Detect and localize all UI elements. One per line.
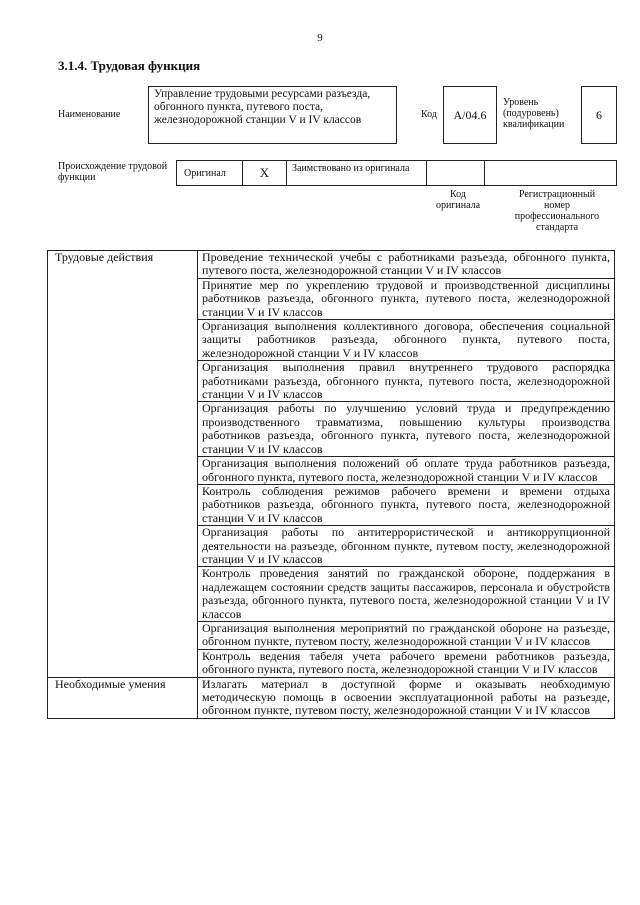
labor-actions-item: Организация выполнения правил внутреннего трудового распорядка работниками разъезда, обгонного пункта, путевого поста, железнодорожной станции V и IV классов [198, 361, 615, 402]
code-label: Код [421, 109, 437, 120]
name-label: Наименование [58, 109, 121, 120]
labor-actions-item: Организация выполнения положений об оплате труда работников разъезда, обгонного пункта, путевого поста, железнодорожной станции V и IV классов [198, 457, 615, 485]
labor-actions-item: Контроль проведения занятий по гражданской обороне, поддержания в надлежащем состоянии средств защиты пассажиров, персонала и обустройств разъезда, обгонного пункта, путевого поста, железнодорожной станции V и IV классов [198, 567, 615, 622]
labor-actions-item: Организация работы по улучшению условий труда и предупреждению производственного травматизма, повышению культуры производства работников разъезда, обгонного пункта, путевого поста, железнодорожной станции V и IV классов [198, 402, 615, 457]
labor-actions-item: Организация выполнения мероприятий по гражданской обороне на разъезде, обгонном пункте, путевом посту, железнодорожной станции V и IV классов [198, 621, 615, 649]
original-mark: X [243, 161, 287, 185]
code-caption: Код оригинала [435, 189, 481, 211]
skills-item: Излагать материал в доступной форме и оказывать необходимую методическую помощь в освоении эксплуатационной работы на разъезде, обгонном пункте, путевом посту, железнодорожной станции V и IV классов [198, 677, 615, 718]
labor-actions-label: Трудовые действия [48, 251, 198, 678]
labor-actions-row [48, 251, 615, 279]
borrowed-label: Заимствовано из оригинала [292, 163, 410, 174]
labor-actions-item: Контроль соблюдения режимов рабочего времени и времени отдыха работников разъезда, обгонного пункта, путевого поста, железнодорожной станции V и IV классов [198, 484, 615, 525]
page-number: 9 [317, 32, 323, 44]
labor-actions-item: Проведение технической учебы с работниками разъезда, обгонного пункта, путевого поста, железнодорожной станции V и IV классов [198, 251, 615, 279]
skills-row [48, 677, 615, 718]
section-title: 3.1.4. Трудовая функция [58, 58, 201, 73]
origin-original-cell [177, 161, 243, 185]
skills-label: Необходимые умения [48, 677, 198, 718]
labor-actions-item: Контроль ведения табеля учета рабочего времени работников разъезда, обгонного пункта, путевого поста, железнодорожной станции V и IV классов [198, 649, 615, 677]
origin-borrowed-cell [287, 161, 427, 185]
code-value: A/04.6 [443, 86, 497, 144]
labor-actions-item: Принятие мер по укреплению трудовой и производственной дисциплины работников разъезда, обгонного пункта, путевого поста, железнодорожной станции V и IV классов [198, 278, 615, 319]
reg-caption: Регистрационный номер профессионального стандарта [514, 189, 600, 233]
name-value: Управление трудовыми ресурсами разъезда, обгонного пункта, путевого поста, железнодорожной станции V и IV классов [148, 86, 397, 144]
level-value: 6 [581, 86, 617, 144]
origin-row [176, 160, 617, 186]
original-label: Оригинал [184, 168, 226, 179]
level-label: Уровень (подуровень) квалификации [503, 97, 565, 130]
labor-actions-item: Организация выполнения коллективного договора, обеспечения социальной защиты работников разъезда, обгонного пункта, путевого поста, железнодорожной станции V и IV классов [198, 320, 615, 361]
origin-reg-cell [485, 161, 616, 185]
labor-actions-item: Организация работы по антитеррористической и антикоррупционной деятельности на разъезде, обгонном пункте, путевом посту, железнодорожной станции V и IV классов [198, 526, 615, 567]
actions-table [47, 250, 615, 719]
origin-code-cell [427, 161, 485, 185]
origin-label: Происхождение трудовой функции [58, 161, 168, 183]
